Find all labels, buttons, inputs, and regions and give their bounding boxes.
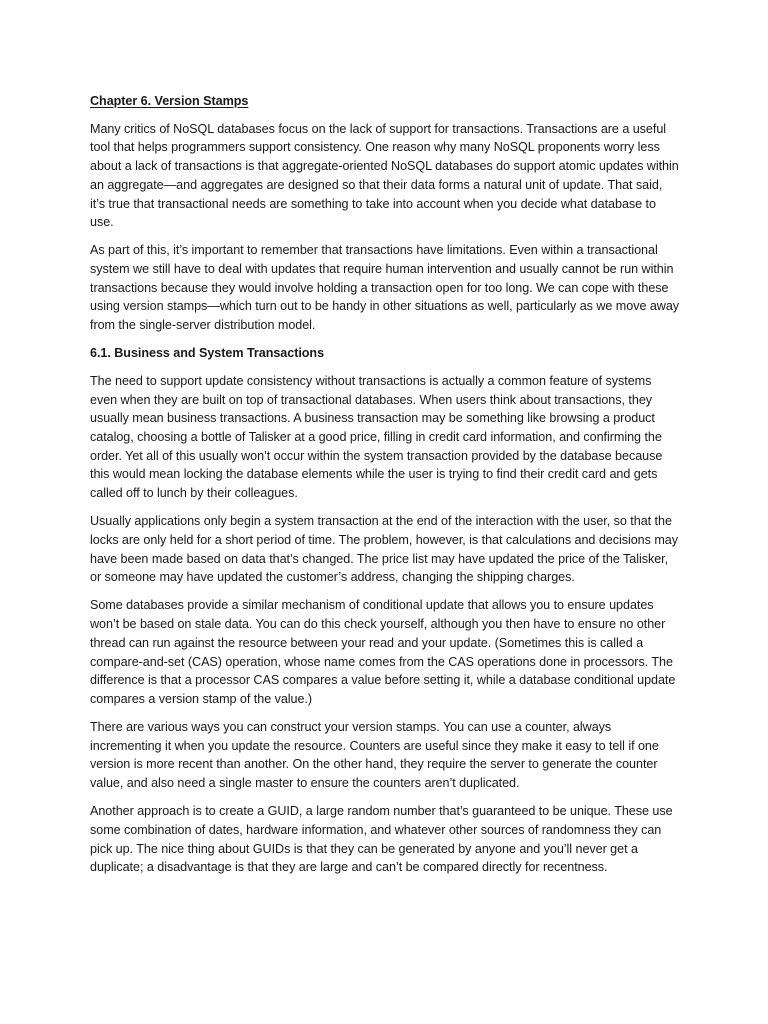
paragraph-section-2: Usually applications only begin a system transaction at the end of the interaction with the user, so that the locks are only held for a short period of time. The problem, however, is that calculations and decisions may have been made based on data that’s changed. The price list may have updated the price of the Talisker, or someone may have updated the customer’s address, changing the shipping charges. — [90, 514, 678, 585]
document-body — [90, 92, 680, 886]
section-heading: 6.1. Business and System Transactions — [90, 346, 325, 361]
chapter-title: Chapter 6. Version Stamps — [90, 94, 249, 108]
paragraph-section-3: Some databases provide a similar mechanism of conditional update that allows you to ensure updates won’t be based on stale data. You can do this check yourself, although you then have to ensure no other thread can run against the resource between your read and your update. (Sometimes this is called a compare-and-set (CAS) operation, whose name comes from the CAS operations done in processors. The difference is that a processor CAS compares a value before setting it, while a database conditional update compares a version stamp of the value.) — [90, 598, 676, 706]
paragraph-intro-2: As part of this, it’s important to remember that transactions have limitations. Even within a transactional system we still have to deal with updates that require human intervention and usually cannot be run within transactions because they would involve holding a transaction open for too long. We can cope with these using version stamps—which turn out to be handy in other situations as well, particularly as we move away from the single-server distribution model. — [90, 243, 680, 333]
paragraph-section-4: There are various ways you can construct your version stamps. You can use a counter, always incrementing it when you update the resource. Counters are useful since they make it easy to tell if one version is more recent than another. On the other hand, they require the server to generate the counter value, and also need a single master to ensure the counters aren’t duplicated. — [90, 720, 659, 791]
paragraph-section-5: Another approach is to create a GUID, a large random number that’s guaranteed to be unique. These use some combination of dates, hardware information, and whatever other sources of randomness they can pick up. The nice thing about GUIDs is that they can be generated by anyone and you’ll never get a duplicate; a disadvantage is that they are large and can’t be compared directly for recentness. — [90, 804, 673, 875]
paragraph-intro-1: Many critics of NoSQL databases focus on the lack of support for transactions. Transactions are a useful tool that helps programmers support consistency. One reason why many NoSQL proponents worry less about a lack of transactions is that aggregate-oriented NoSQL databases do support atomic updates within an aggregate—and aggregates are designed so that their data forms a natural unit of update. That said, it’s true that transactional needs are something to take into account when you decide what database to use. — [90, 121, 679, 230]
paragraph-section-1: The need to support update consistency without transactions is actually a common feature of systems even when they are built on top of transactional databases. When users think about transactions, they usually mean business transactions. A business transaction may be something like browsing a product catalog, choosing a bottle of Talisker at a good price, filling in credit card information, and confirming the order. Yet all of this usually won’t occur within the system transaction provided by the database because this would mean locking the database elements while the user is trying to find their credit card and gets called off to lunch by their colleagues. — [90, 373, 663, 501]
